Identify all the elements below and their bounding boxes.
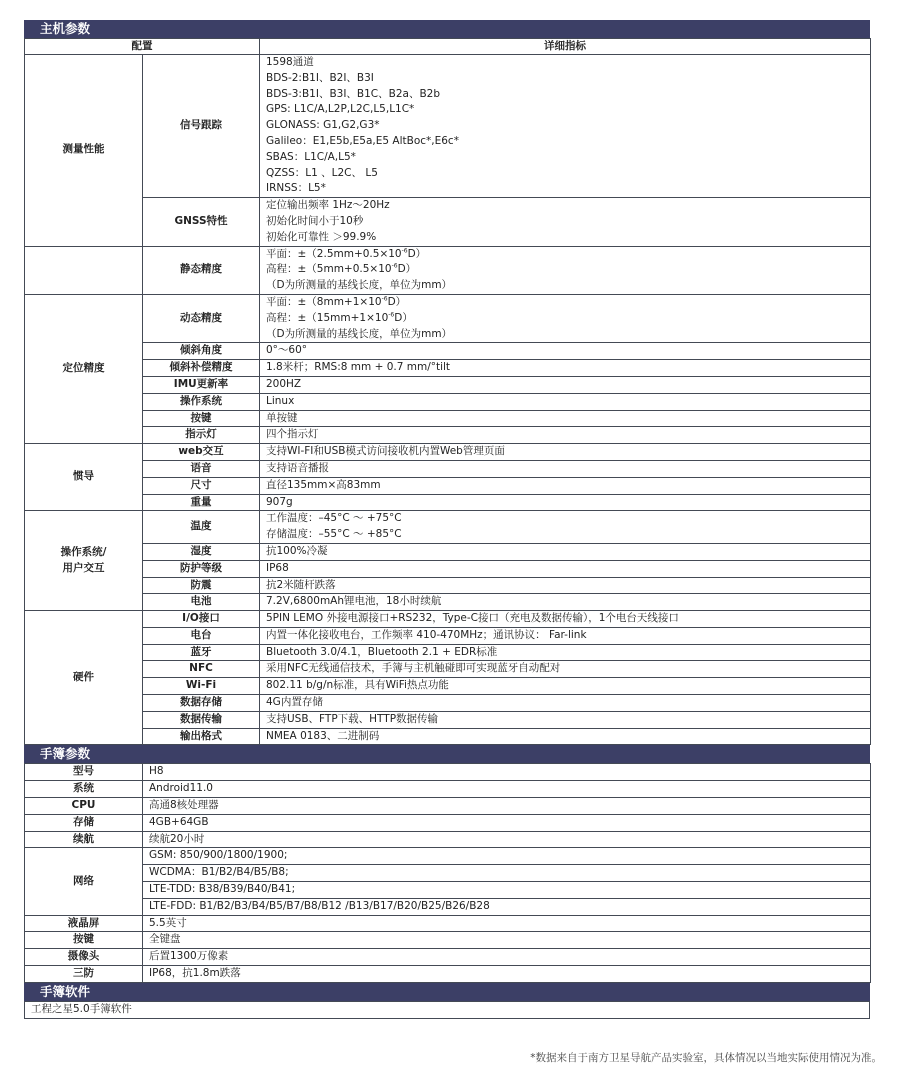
- spec-value: [260, 376, 871, 393]
- spec-value: [260, 678, 871, 695]
- spec-row: [25, 393, 871, 410]
- spec-label: GNSS特性: [143, 198, 260, 246]
- controller-row: [25, 949, 871, 966]
- spec-value: [260, 611, 871, 628]
- spec-value-line: 907g: [266, 495, 293, 508]
- software-section-title: 手簿软件: [24, 983, 870, 1001]
- spec-value-line: GPS: L1C/A,L2P,L2C,L5,L1C*: [266, 103, 415, 116]
- spec-value-line: 存储温度：–55°C ～ +85°C: [266, 528, 402, 541]
- spec-label: 蓝牙: [143, 644, 260, 661]
- spec-value-line: GSM: 850/900/1800/1900;: [149, 849, 288, 862]
- spec-value-line: WCDMA：B1/B2/B4/B5/B8;: [143, 864, 870, 881]
- spec-value: [260, 55, 871, 198]
- spec-value-line: 0°～60°: [266, 344, 308, 357]
- spec-value: [260, 627, 871, 644]
- controller-label: 液晶屏: [25, 915, 143, 932]
- controller-spec-table: [24, 763, 871, 982]
- spec-label: NFC: [143, 661, 260, 678]
- spec-label: 信号跟踪: [143, 55, 260, 198]
- spec-value: [260, 294, 871, 342]
- spec-row: [25, 627, 871, 644]
- spec-value-line: 初始化时间小于10秒: [266, 214, 364, 227]
- host-section-title: 主机参数: [24, 20, 870, 38]
- spec-value-line: 内置一体化接收电台，工作频率 410-470MHz；通讯协议： Far-link: [266, 628, 587, 641]
- spec-value: [260, 511, 871, 544]
- spec-label: 指示灯: [143, 427, 260, 444]
- config-column-header: 配置: [25, 39, 260, 55]
- spec-value: [260, 393, 871, 410]
- spec-group-label: [25, 511, 143, 611]
- spec-value-line: （D为所测量的基线长度，单位为mm）: [266, 327, 453, 340]
- spec-value: [143, 798, 871, 815]
- spec-value-line: 高程：$\pm(5mm+0.5\times 10^{-6}D)$: [266, 262, 417, 276]
- spec-label: 尺寸: [143, 477, 260, 494]
- spec-group-label: 定位精度: [25, 294, 143, 443]
- spec-value: [260, 560, 871, 577]
- spec-label: 防护等级: [143, 560, 260, 577]
- spec-value-line: 5PIN LEMO 外接电源接口+RS232，Type-C接口（充电及数据传输），1个电台天线接口: [266, 612, 679, 625]
- spec-value-line: 抗100%冷凝: [266, 544, 328, 557]
- spec-value: [143, 932, 871, 949]
- spec-label: 防震: [143, 577, 260, 594]
- detail-column-header: 详细指标: [260, 39, 871, 55]
- spec-value: [143, 848, 871, 915]
- spec-value: [260, 543, 871, 560]
- spec-group-label: 测量性能: [25, 55, 143, 247]
- spec-group-label: 惯导: [25, 444, 143, 511]
- spec-row: [25, 644, 871, 661]
- spec-value-line: LTE-FDD: B1/B2/B3/B4/B5/B7/B8/B12 /B13/B17/B20/B25/B26/B28: [143, 898, 870, 915]
- spec-row: [25, 360, 871, 377]
- spec-row: [25, 376, 871, 393]
- spec-value-line: Android11.0: [149, 782, 213, 795]
- spec-value: [260, 477, 871, 494]
- spec-label: 倾斜角度: [143, 343, 260, 360]
- spec-value: [260, 728, 871, 745]
- controller-section-title: 手簿参数: [24, 745, 870, 763]
- spec-row: [25, 577, 871, 594]
- spec-value-line: 后置1300万像素: [149, 950, 229, 963]
- spec-label: I/O接口: [143, 611, 260, 628]
- spec-value-line: 采用NFC无线通信技术，手簿与主机触碰即可实现蓝牙自动配对: [266, 662, 561, 675]
- spec-value-line: GLONASS: G1,G2,G3*: [266, 119, 380, 132]
- spec-value: [260, 343, 871, 360]
- spec-label: 动态精度: [143, 294, 260, 342]
- controller-label: 存储: [25, 814, 143, 831]
- spec-row: [25, 460, 871, 477]
- spec-value-line: 1.8米杆；RMS:8 mm + 0.7 mm/°tilt: [266, 361, 451, 374]
- spec-row: [25, 294, 871, 342]
- spec-value: [260, 460, 871, 477]
- spec-value-line: H8: [149, 765, 164, 778]
- spec-value: [260, 198, 871, 246]
- spec-row: [25, 477, 871, 494]
- spec-value-line: 高程：$\pm(15mm+1\times 10^{-6}D)$: [266, 311, 413, 324]
- controller-label: 型号: [25, 764, 143, 781]
- spec-label: IMU更新率: [143, 376, 260, 393]
- controller-row: [25, 915, 871, 932]
- group-label-part: 用户交互: [62, 561, 105, 574]
- spec-row: [25, 728, 871, 745]
- spec-value-line: 4G内置存储: [266, 696, 323, 709]
- spec-row: [25, 711, 871, 728]
- spec-value: [260, 494, 871, 511]
- spec-label: web交互: [143, 444, 260, 461]
- software-row: [25, 1001, 870, 1018]
- software-table: [24, 1001, 870, 1019]
- spec-sheet: [24, 20, 870, 1019]
- spec-value-line: Bluetooth 3.0/4.1，Bluetooth 2.1 + EDR标准: [266, 645, 498, 658]
- spec-row: [25, 695, 871, 712]
- spec-row: [25, 427, 871, 444]
- spec-value-line: 支持WI-FI和USB模式访问接收机内置Web管理页面: [266, 445, 505, 458]
- spec-value: [260, 577, 871, 594]
- spec-value-line: 单按键: [266, 411, 298, 424]
- controller-label: 续航: [25, 831, 143, 848]
- spec-label: 静态精度: [143, 246, 260, 294]
- spec-label: 数据传输: [143, 711, 260, 728]
- host-spec-table: [24, 38, 871, 745]
- spec-row: [25, 55, 871, 198]
- controller-label: CPU: [25, 798, 143, 815]
- spec-value-line: NMEA 0183、二进制码: [266, 729, 380, 742]
- spec-label: Wi-Fi: [143, 678, 260, 695]
- spec-row: [25, 511, 871, 544]
- spec-label: 电台: [143, 627, 260, 644]
- spec-value-line: BDS-3:B1I、B3I、B1C、B2a、B2b: [266, 87, 441, 100]
- spec-row: [25, 560, 871, 577]
- spec-value-line: 200HZ: [266, 377, 302, 390]
- spec-value-line: （D为所测量的基线长度，单位为mm）: [266, 279, 453, 292]
- spec-value: [143, 915, 871, 932]
- spec-value: [143, 814, 871, 831]
- spec-group-label: [25, 246, 143, 294]
- spec-label: 输出格式: [143, 728, 260, 745]
- spec-row: [25, 343, 871, 360]
- spec-label: 湿度: [143, 543, 260, 560]
- spec-value-line: 抗2米随杆跌落: [266, 578, 336, 591]
- spec-row: [25, 494, 871, 511]
- spec-label: 语音: [143, 460, 260, 477]
- controller-row: [25, 814, 871, 831]
- spec-value-line: IRNSS：L5*: [266, 182, 326, 195]
- spec-value-line: 定位输出频率 1Hz～20Hz: [266, 199, 390, 212]
- spec-label: 电池: [143, 594, 260, 611]
- spec-value-line: 支持语音播报: [266, 461, 329, 474]
- spec-value: [260, 644, 871, 661]
- spec-value-line: 7.2V,6800mAh锂电池，18小时续航: [266, 595, 442, 608]
- spec-value: [143, 966, 871, 983]
- spec-value: [260, 410, 871, 427]
- spec-value-line: BDS-2:B1I、B2I、B3I: [266, 71, 374, 84]
- spec-value-line: LTE-TDD: B38/B39/B40/B41;: [143, 881, 870, 898]
- spec-value-line: 5.5英寸: [149, 916, 187, 929]
- spec-row: [25, 678, 871, 695]
- spec-label: 按键: [143, 410, 260, 427]
- controller-label: 摄像头: [25, 949, 143, 966]
- controller-row: [25, 966, 871, 983]
- spec-value-line: 1598通道: [266, 56, 314, 68]
- spec-value: [260, 661, 871, 678]
- spec-label: 操作系统: [143, 393, 260, 410]
- spec-value-line: IP68，抗1.8m跌落: [149, 967, 241, 980]
- controller-row: [25, 848, 871, 915]
- spec-row: [25, 661, 871, 678]
- controller-label: 系统: [25, 781, 143, 798]
- spec-value-line: Linux: [266, 394, 295, 407]
- spec-value-line: 续航20小时: [149, 832, 205, 845]
- spec-value: [260, 711, 871, 728]
- controller-row: [25, 781, 871, 798]
- controller-row: [25, 932, 871, 949]
- spec-label: 倾斜补偿精度: [143, 360, 260, 377]
- controller-row: [25, 798, 871, 815]
- spec-value-line: 初始化可靠性 ＞99.9%: [266, 230, 377, 243]
- spec-value: [143, 781, 871, 798]
- spec-value: [143, 831, 871, 848]
- spec-value-line: 4GB+64GB: [149, 815, 209, 828]
- spec-row: [25, 611, 871, 628]
- spec-value-line: 支持USB、FTP下载、HTTP数据传输: [266, 712, 439, 725]
- spec-value-line: 全键盘: [149, 933, 181, 946]
- spec-value: [260, 246, 871, 294]
- spec-row: [25, 246, 871, 294]
- spec-value: [143, 949, 871, 966]
- spec-value-line: SBAS：L1C/A,L5*: [266, 150, 356, 163]
- spec-value-line: 802.11 b/g/n标准，具有WiFi热点功能: [266, 679, 449, 692]
- spec-value-line: QZSS：L1 、L2C、 L5: [266, 166, 378, 179]
- controller-label: 网络: [25, 848, 143, 915]
- spec-label: 重量: [143, 494, 260, 511]
- spec-value: [260, 594, 871, 611]
- spec-value-line: IP68: [266, 561, 289, 574]
- controller-row: [25, 764, 871, 781]
- controller-row: [25, 831, 871, 848]
- spec-value-line: 高通8核处理器: [149, 799, 219, 812]
- spec-value-line: 平面：$\pm(2.5mm+0.5\times 10^{-6}D)$: [266, 247, 427, 260]
- spec-row: [25, 198, 871, 246]
- spec-value: [143, 764, 871, 781]
- host-header-row: [25, 39, 871, 55]
- group-label-part: 操作系统/: [60, 545, 107, 558]
- spec-value-line: 平面：$\pm(8mm+1\times 10^{-6}D)$: [266, 295, 407, 308]
- spec-row: [25, 594, 871, 611]
- controller-label: 按键: [25, 932, 143, 949]
- spec-value-line: 四个指示灯: [266, 428, 319, 441]
- spec-row: [25, 444, 871, 461]
- controller-label: 三防: [25, 966, 143, 983]
- spec-value: [260, 360, 871, 377]
- spec-label: 数据存储: [143, 695, 260, 712]
- spec-value: [260, 427, 871, 444]
- spec-value-line: Galileo：E1,E5b,E5a,E5 AltBoc*,E6c*: [266, 134, 459, 147]
- spec-value-line: 直径135mm×高83mm: [266, 478, 381, 491]
- footnote: *数据来自于南方卫星导航产品实验室，具体情况以当地实际使用情况为准。: [530, 1052, 882, 1064]
- spec-group-label: 硬件: [25, 611, 143, 745]
- spec-row: [25, 410, 871, 427]
- spec-value: [260, 444, 871, 461]
- spec-label: 温度: [143, 511, 260, 544]
- software-value: 工程之星5.0手簿软件: [25, 1001, 870, 1018]
- spec-row: [25, 543, 871, 560]
- spec-value: [260, 695, 871, 712]
- spec-value-line: 工作温度：–45°C ～ +75°C: [266, 512, 402, 525]
